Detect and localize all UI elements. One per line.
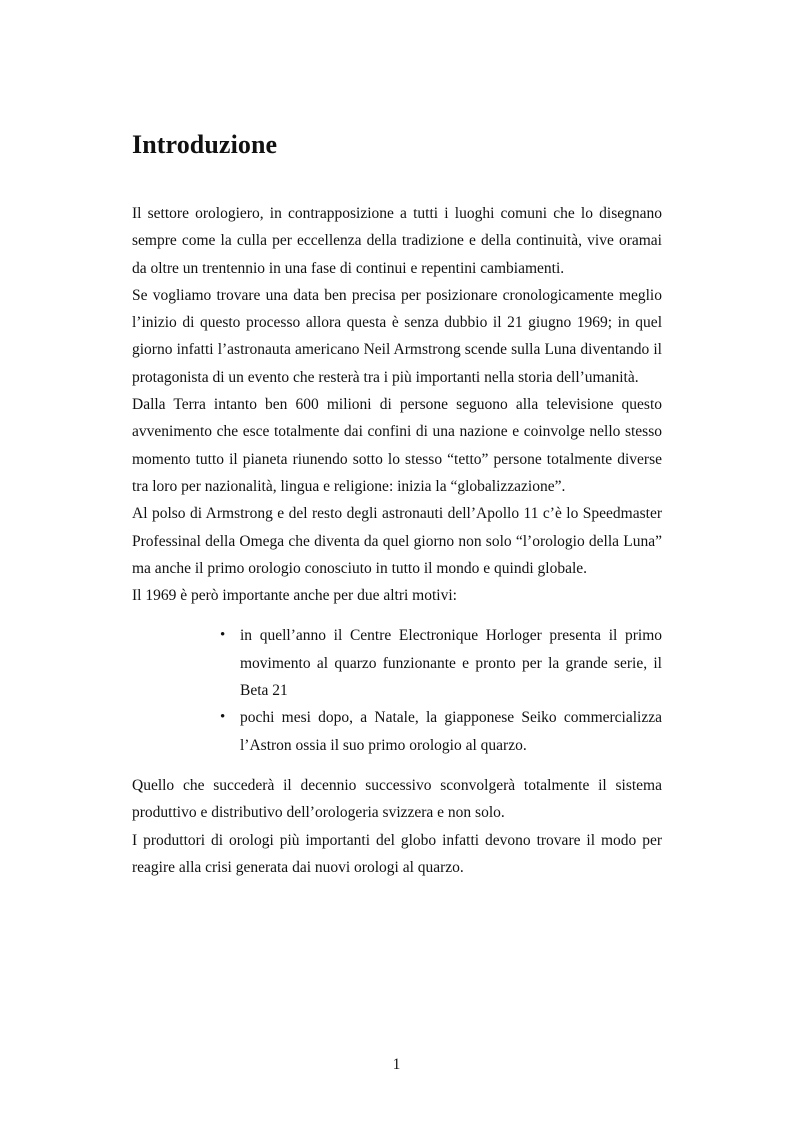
paragraph: Il 1969 è però importante anche per due altri motivi: xyxy=(132,587,457,605)
bullet-item xyxy=(220,622,662,704)
paragraph: Se vogliamo trovare una data ben precisa per posizionare cronologicamente meglio l’inizio di questo processo allora questa è senza dubbio il 21 giugno 1969; in quel giorno infatti l’astronauta americano Neil Armstrong scende sulla Luna diventando il protagonista di un evento che resterà tra i più importanti nella storia dell’umanità. xyxy=(132,286,662,386)
bullet-item xyxy=(220,704,662,759)
paragraph: Dalla Terra intanto ben 600 milioni di persone seguono alla televisione questo avvenimento che esce totalmente dai confini di una nazione e coinvolge nello stesso momento tutto il pianeta riunendo sotto lo stesso “tetto” persone totalmente diverse tra loro per nazionalità, lingua e religione: inizia la “globalizzazione”. xyxy=(132,396,662,495)
bullet-icon: • xyxy=(220,709,226,726)
body-text xyxy=(132,200,662,881)
bullet-text: in quell’anno il Centre Electronique Horloger presenta il primo movimento al quarzo funzionante e pronto per la grande serie, il Beta 21 xyxy=(240,627,662,700)
paragraph: Il settore orologiero, in contrapposizione a tutti i luoghi comuni che lo disegnano sempre come la culla per eccellenza della tradizione e della continuità, vive oramai da oltre un trentennio in una fase di continui e repentini cambiamenti. xyxy=(132,205,662,277)
bullet-text: pochi mesi dopo, a Natale, la giapponese Seiko commercializza l’Astron ossia il suo primo orologio al quarzo. xyxy=(240,709,662,754)
paragraph: Al polso di Armstrong e del resto degli astronauti dell’Apollo 11 c’è lo Speedmaster Professinal della Omega che diventa da quel giorno non solo “l’orologio della Luna” ma anche il primo orologio conosciuto in tutto il mondo e quindi globale. xyxy=(132,505,662,577)
page-number: 1 xyxy=(392,1056,401,1073)
bullet-list xyxy=(220,622,662,758)
paragraph: I produttori di orologi più importanti del globo infatti devono trovare il modo per reagire alla crisi generata dai nuovi orologi al quarzo. xyxy=(132,831,662,876)
paragraph: Quello che succederà il decennio successivo sconvolgerà totalmente il sistema produttivo e distributivo dell’orologeria svizzera e non solo. xyxy=(132,776,662,822)
page-title: Introduzione xyxy=(132,130,278,159)
bullet-icon: • xyxy=(220,627,226,644)
